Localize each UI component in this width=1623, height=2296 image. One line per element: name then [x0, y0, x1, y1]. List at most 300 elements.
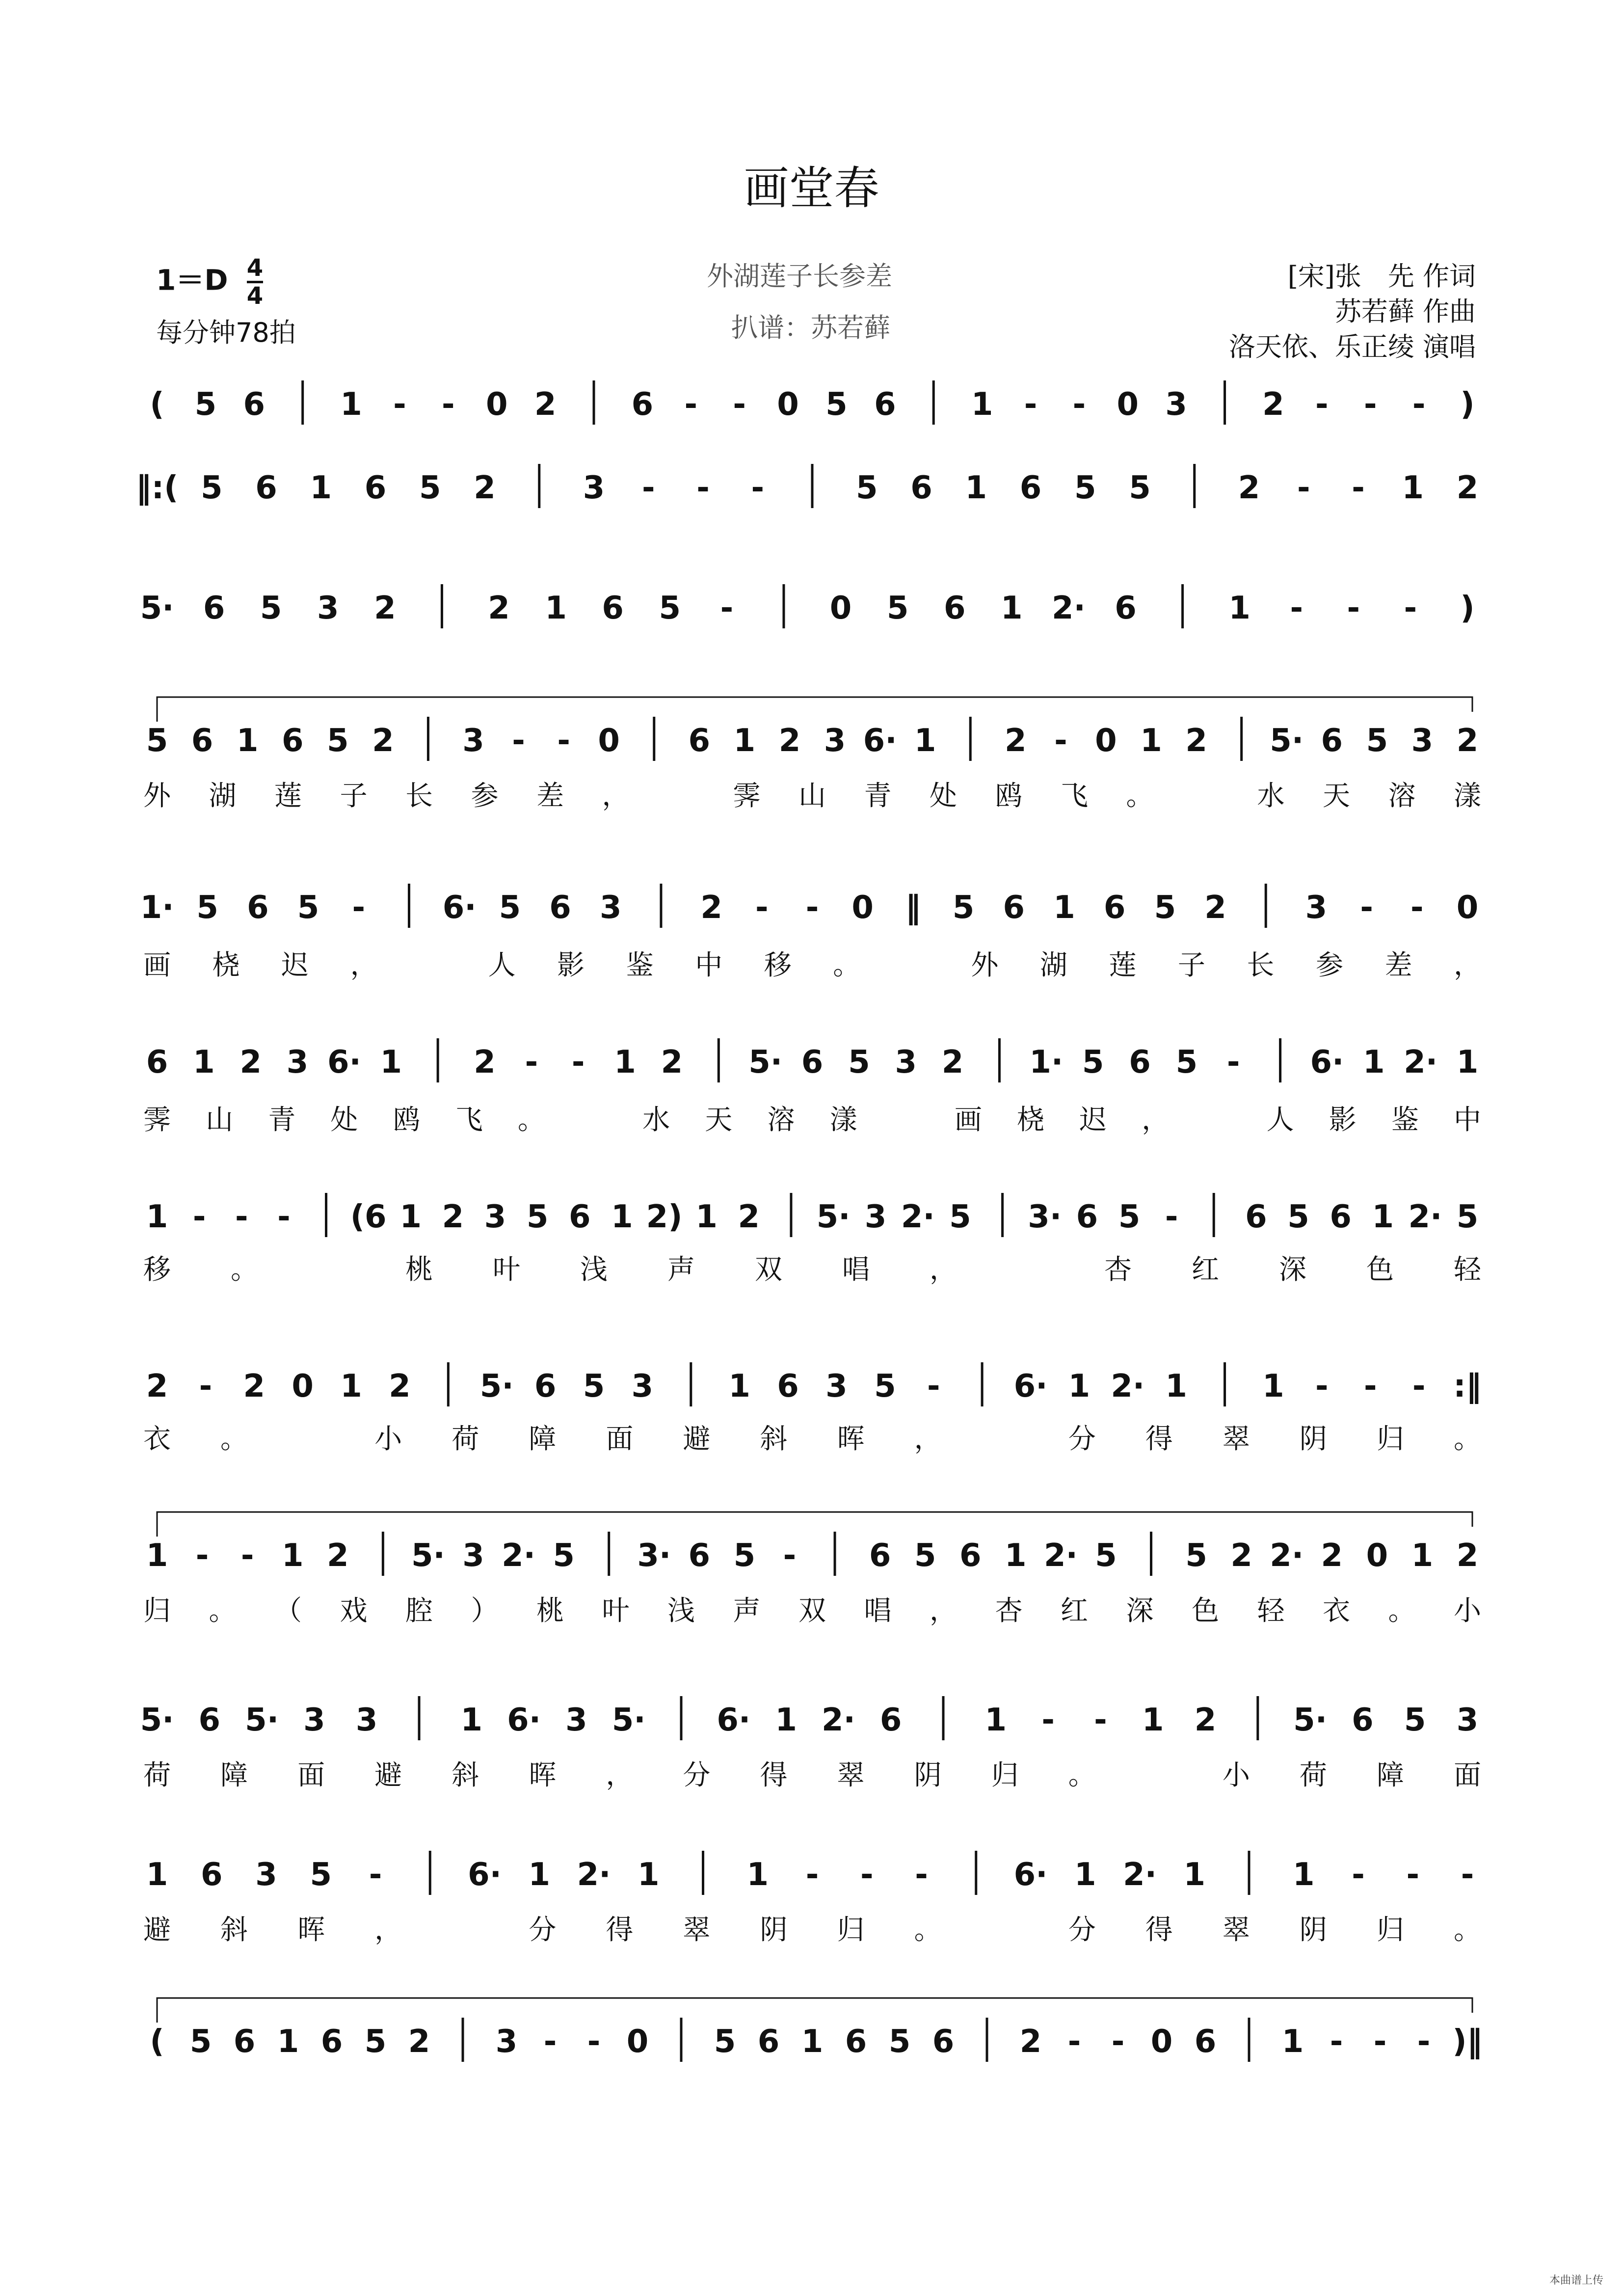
note: 5 [327, 723, 349, 759]
lyric-char: 荷 [452, 1423, 479, 1455]
lyric-char: 得 [1145, 1914, 1173, 1946]
score-system [136, 464, 1479, 508]
lyric-char: 唱 [842, 1254, 870, 1286]
note: 6 [1245, 1199, 1267, 1235]
score-system [140, 884, 1481, 981]
lyric-char: 桡 [1017, 1104, 1044, 1136]
lyric-char: 翠 [1222, 1423, 1250, 1455]
note: 5· [816, 1199, 851, 1235]
note: 5· [1270, 723, 1304, 759]
lyric-char: 障 [220, 1759, 248, 1791]
note: 2 [1019, 2024, 1042, 2060]
note: 6· [468, 1857, 502, 1893]
note: 1 [914, 723, 936, 759]
lyric-char: 人 [1266, 1104, 1294, 1136]
note: - [352, 890, 366, 926]
note: 2 [1230, 1538, 1252, 1574]
lyric-char: 轻 [1257, 1595, 1285, 1627]
note: 2· [1408, 1199, 1442, 1235]
lyric-char: 。 [1068, 1759, 1096, 1791]
note: 3· [637, 1538, 671, 1574]
note: 1 [965, 470, 987, 506]
note: 2· [901, 1199, 935, 1235]
note: - [543, 2024, 557, 2060]
note: 0 [292, 1368, 314, 1405]
meter-bottom: 4 [246, 282, 264, 310]
note: 6 [801, 1044, 824, 1080]
note: 6 [932, 2024, 955, 2060]
note: 3 [1305, 890, 1328, 926]
note: 2 [408, 2024, 430, 2060]
lyric-char: 杏 [995, 1595, 1023, 1627]
lyric-char: 桡 [212, 949, 240, 981]
lyric-char: ， [1454, 949, 1481, 981]
note: 5 [855, 470, 878, 506]
note: 1 [399, 1199, 422, 1235]
note: 1 [1005, 1538, 1027, 1574]
lyric-char: 翠 [1222, 1914, 1250, 1946]
lyric-char: 红 [1061, 1595, 1088, 1627]
lyric-char: 画 [143, 949, 171, 981]
note: 2 [1456, 470, 1479, 506]
note: - [915, 1857, 928, 1893]
lyric-char: 中 [1454, 1104, 1481, 1136]
note: 1 [340, 1368, 362, 1405]
note: 1 [146, 1538, 168, 1574]
lyric-char: 迟 [281, 949, 309, 981]
note: 1 [460, 1702, 483, 1738]
note: 3 [864, 1199, 887, 1235]
note: 0 [829, 590, 852, 626]
note: 1 [775, 1702, 797, 1738]
note: 6· [717, 1702, 751, 1738]
lyric-char: 长 [405, 780, 433, 812]
note: 3 [895, 1044, 917, 1080]
note: 0 [626, 2024, 649, 2060]
volta-bracket [157, 1998, 1472, 2023]
note: 6 [1103, 890, 1126, 926]
lyric-char: 飞 [455, 1104, 483, 1136]
note: 3 [303, 1702, 325, 1738]
note: 6 [1330, 1199, 1352, 1235]
lyric-char: 面 [606, 1423, 634, 1455]
lyric-char: 人 [488, 949, 516, 981]
note: - [1352, 1857, 1365, 1893]
note: 1 [1165, 1368, 1187, 1405]
lyric-char: 归 [991, 1759, 1019, 1791]
lyric-char: 衣 [1323, 1595, 1350, 1627]
lyric-char: 处 [330, 1104, 358, 1136]
note: 5 [874, 1368, 896, 1405]
note: - [369, 1857, 382, 1893]
note: 6 [1129, 1044, 1151, 1080]
note: 1 [695, 1199, 718, 1235]
lyric-char: 参 [471, 780, 499, 812]
lyric-char: 声 [733, 1595, 761, 1627]
note: 5 [914, 1538, 936, 1574]
lyric-char: 腔 [405, 1595, 433, 1627]
lyric-char: 参 [1315, 949, 1343, 981]
note: 6 [364, 470, 387, 506]
note: 6 [200, 1857, 223, 1893]
note: - [1412, 386, 1426, 423]
note: - [1412, 1368, 1426, 1405]
lyric-char: 晖 [837, 1423, 865, 1455]
note: 3 [599, 890, 622, 926]
note: - [442, 386, 455, 423]
note: (6 [350, 1199, 387, 1235]
note: 6 [943, 590, 966, 626]
score-system [143, 1038, 1481, 1136]
lyric-char: 面 [1454, 1759, 1481, 1791]
note: - [755, 890, 769, 926]
lyric-char: 青 [864, 780, 892, 812]
lyric-char: 湖 [1039, 949, 1067, 981]
note: 6 [688, 1538, 711, 1574]
note: 1 [340, 386, 362, 423]
note: 2 [239, 1044, 262, 1080]
lyric-char: 画 [954, 1104, 982, 1136]
lyric-char: 避 [683, 1423, 711, 1455]
note: 6 [1076, 1199, 1098, 1235]
lyric-char: 阴 [1299, 1423, 1327, 1455]
repeat-sign: )‖ [1452, 2024, 1483, 2060]
lyric-char: 分 [683, 1759, 711, 1791]
lyric-char: 阴 [1299, 1914, 1327, 1946]
note: 2) [646, 1199, 683, 1235]
note: - [1297, 470, 1310, 506]
volta-bracket [157, 697, 1472, 722]
note: - [1315, 386, 1329, 423]
lyric-char: 叶 [602, 1595, 630, 1627]
note: 6· [863, 723, 897, 759]
lyric-char: 鉴 [626, 949, 654, 981]
note: - [733, 386, 746, 423]
note: 2 [661, 1044, 683, 1080]
note: - [1461, 1857, 1474, 1893]
note: 5 [499, 890, 521, 926]
lyric-char: 深 [1279, 1254, 1306, 1286]
note: 5· [140, 590, 174, 626]
note: 5 [1118, 1199, 1141, 1235]
note: 1 [236, 723, 259, 759]
note: 3 [583, 470, 605, 506]
note: - [1352, 470, 1365, 506]
note: 6 [1115, 590, 1137, 626]
note: 0 [485, 386, 508, 423]
note: 3· [1028, 1199, 1062, 1235]
note: 5· [479, 1368, 514, 1405]
lyric-char: 子 [340, 780, 368, 812]
lyric-char: 荷 [1299, 1759, 1327, 1791]
note: 6 [320, 2024, 343, 2060]
score-system [143, 1851, 1481, 1946]
lyric-char: 翠 [683, 1914, 711, 1946]
lyric-char: ， [602, 780, 630, 812]
note: - [1404, 590, 1417, 626]
lyric-char: 荷 [143, 1759, 171, 1791]
lyric-char: 漾 [1454, 780, 1481, 812]
lyric-char: 得 [606, 1914, 634, 1946]
note: - [684, 386, 698, 423]
lyric-char: 天 [1323, 780, 1350, 812]
note: 6· [1013, 1368, 1048, 1405]
note: 1 [1363, 1044, 1385, 1080]
note: 2· [502, 1538, 535, 1574]
note: 1 [1142, 1702, 1164, 1738]
lyric-char: 。 [231, 1254, 258, 1286]
note: 3 [255, 1857, 277, 1893]
note: 1 [146, 1857, 168, 1893]
score-system [143, 717, 1481, 812]
note: 1 [528, 1857, 551, 1893]
note: 1 [281, 1538, 304, 1574]
note: 6· [442, 890, 477, 926]
note: - [1067, 2024, 1081, 2060]
note: 6· [507, 1702, 541, 1738]
lyric-char: 。 [517, 1104, 545, 1136]
note: 3 [565, 1702, 587, 1738]
note: - [1330, 2024, 1343, 2060]
note: 2 [700, 890, 722, 926]
lyric-char: 叶 [493, 1254, 520, 1286]
lyric-char: 迟 [1079, 1104, 1107, 1136]
note: 5 [1456, 1199, 1479, 1235]
note: - [512, 723, 525, 759]
note: 5 [526, 1199, 549, 1235]
lyric-char: 归 [143, 1595, 171, 1627]
note: 3 [1456, 1702, 1479, 1738]
note: 5 [1129, 470, 1151, 506]
lyric-char: 水 [1257, 780, 1285, 812]
lyric-char: 。 [1454, 1423, 1481, 1455]
lyric-char: 。 [914, 1914, 942, 1946]
note: - [393, 386, 406, 423]
note: 1 [1140, 723, 1162, 759]
note: 3 [355, 1702, 378, 1738]
lyric-char: 归 [1376, 1914, 1404, 1946]
note: 1 [146, 1199, 168, 1235]
note: 2 [1262, 386, 1284, 423]
note: - [1226, 1044, 1240, 1080]
note: 2 [941, 1044, 964, 1080]
singers: 洛天依、乐正绫 演唱 [1228, 331, 1476, 362]
note: 6· [327, 1044, 361, 1080]
note: 1 [1292, 1857, 1315, 1893]
note: 2 [1238, 470, 1260, 506]
note: 1 [746, 1857, 769, 1893]
lyric-char: 。 [1388, 1595, 1416, 1627]
note: 1· [1029, 1044, 1064, 1080]
note: 0 [1456, 890, 1479, 926]
note: 2 [1456, 723, 1479, 759]
note: 6 [255, 470, 277, 506]
note: 1 [984, 1702, 1007, 1738]
note: 6 [281, 723, 304, 759]
lyric-char: 分 [1068, 1423, 1096, 1455]
lyric-char: 归 [1376, 1423, 1404, 1455]
note: 5 [659, 590, 681, 626]
lyric-char: 水 [642, 1104, 670, 1136]
lyric-char: 轻 [1454, 1254, 1481, 1286]
note: 5 [196, 890, 218, 926]
lyric-char: 青 [268, 1104, 296, 1136]
note: 1 [637, 1857, 660, 1893]
lyric-char: 天 [705, 1104, 733, 1136]
note: 1 [310, 470, 332, 506]
note: 2· [1051, 590, 1086, 626]
note: 5 [1287, 1199, 1309, 1235]
lyric-char: 漾 [829, 1104, 857, 1136]
note: 5 [848, 1044, 870, 1080]
note: 1 [1068, 1368, 1091, 1405]
note: ) [1460, 386, 1475, 423]
note: 2· [1123, 1857, 1157, 1893]
note: 2· [1043, 1538, 1078, 1574]
note: 5 [189, 2024, 212, 2060]
lyric-char: 差 [1384, 949, 1412, 981]
note: 5 [952, 890, 975, 926]
note: 6· [1013, 1857, 1048, 1893]
note: 6 [1019, 470, 1042, 506]
note: 5 [419, 470, 441, 506]
note: 6 [631, 386, 654, 423]
note: 1 [801, 2024, 824, 2060]
note: 5 [886, 590, 909, 626]
note: 0 [1117, 386, 1139, 423]
note: - [1290, 590, 1304, 626]
note: 3 [825, 1368, 848, 1405]
note: 5 [949, 1199, 971, 1235]
lyric-char: 影 [557, 949, 585, 981]
lyric-char: 晖 [529, 1759, 557, 1791]
lyric-char: 中 [695, 949, 723, 981]
note: 6 [869, 1538, 891, 1574]
note: 6 [191, 723, 213, 759]
note: 6 [1194, 2024, 1217, 2060]
note: 2 [243, 1368, 266, 1405]
lyric-char: 小 [374, 1423, 402, 1455]
note: 5 [553, 1538, 575, 1574]
note: 5 [146, 723, 168, 759]
lyric-char: 溶 [1388, 780, 1416, 812]
note: 5· [1293, 1702, 1328, 1738]
note: - [720, 590, 734, 626]
lyric-char: 面 [297, 1759, 325, 1791]
note: 6 [569, 1199, 591, 1235]
note: 3 [317, 590, 339, 626]
note: - [1360, 890, 1373, 926]
lyric-char: 得 [1145, 1423, 1173, 1455]
meter-top: 4 [247, 255, 263, 283]
note: 2 [374, 590, 396, 626]
note: 0 [1095, 723, 1117, 759]
lyric-char: 避 [374, 1759, 402, 1791]
note: 6 [602, 590, 624, 626]
lyric-char: ， [930, 1595, 957, 1627]
lyricist: [宋]张 先 作词 [1287, 261, 1476, 292]
note: 2 [534, 386, 557, 423]
note: 5 [194, 386, 217, 423]
note: - [240, 1538, 254, 1574]
note: 3 [286, 1044, 309, 1080]
song-title: 画堂春 [744, 162, 879, 215]
note: 5 [1175, 1044, 1198, 1080]
lyric-char: 小 [1222, 1759, 1250, 1791]
note: 1 [611, 1199, 633, 1235]
note: 5· [748, 1044, 783, 1080]
note: - [199, 1368, 213, 1405]
note: 2 [1005, 723, 1027, 759]
note: 1 [277, 2024, 299, 2060]
note: - [235, 1199, 248, 1235]
note: 2 [442, 1199, 464, 1235]
note: 6 [203, 590, 225, 626]
note: - [927, 1368, 940, 1405]
note: - [1373, 2024, 1387, 2060]
note: 6 [874, 386, 896, 423]
note: 2 [327, 1538, 349, 1574]
note: 6 [845, 2024, 867, 2060]
note: 1 [545, 590, 567, 626]
note: 5 [888, 2024, 911, 2060]
note: - [1165, 1199, 1178, 1235]
note: - [1024, 386, 1038, 423]
score-system [143, 1193, 1482, 1286]
note: 2 [474, 470, 496, 506]
note: - [195, 1538, 209, 1574]
note: 6 [1321, 723, 1343, 759]
note: 6 [146, 1044, 168, 1080]
score-system [150, 380, 1474, 425]
note: 1 [1456, 1044, 1479, 1080]
note: 2 [738, 1199, 760, 1235]
note: - [1041, 1702, 1055, 1738]
note: - [751, 470, 765, 506]
lyric-char: 浅 [667, 1595, 695, 1627]
note: 5· [245, 1702, 279, 1738]
note: 2· [1111, 1368, 1145, 1405]
note: 1 [614, 1044, 636, 1080]
score-system [150, 2018, 1482, 2062]
note: 1 [1228, 590, 1251, 626]
note: - [860, 1857, 874, 1893]
note: 1 [733, 723, 756, 759]
lyric-char: 避 [143, 1914, 171, 1946]
lyric-char: 分 [529, 1914, 557, 1946]
lyric-char: 斜 [760, 1423, 788, 1455]
lyric-char: 戏 [340, 1595, 368, 1627]
note: 6 [959, 1538, 982, 1574]
note: 5· [612, 1702, 646, 1738]
footer-note: 本曲谱上传 [1549, 2274, 1603, 2287]
lyric-char: 得 [760, 1759, 788, 1791]
note: 3 [1165, 386, 1187, 423]
note: - [1111, 2024, 1125, 2060]
note: - [1347, 590, 1360, 626]
note: - [571, 1044, 585, 1080]
note: 6 [233, 2024, 256, 2060]
lyric-char: 斜 [220, 1914, 248, 1946]
note: 3 [495, 2024, 518, 2060]
note: 1 [1053, 890, 1075, 926]
note: 6 [247, 890, 269, 926]
lyric-char: 归 [837, 1914, 865, 1946]
lyric-char: 双 [798, 1595, 826, 1627]
lyric-char: 声 [667, 1254, 695, 1286]
lyric-char: 影 [1329, 1104, 1357, 1136]
note: 2· [1270, 1538, 1304, 1574]
